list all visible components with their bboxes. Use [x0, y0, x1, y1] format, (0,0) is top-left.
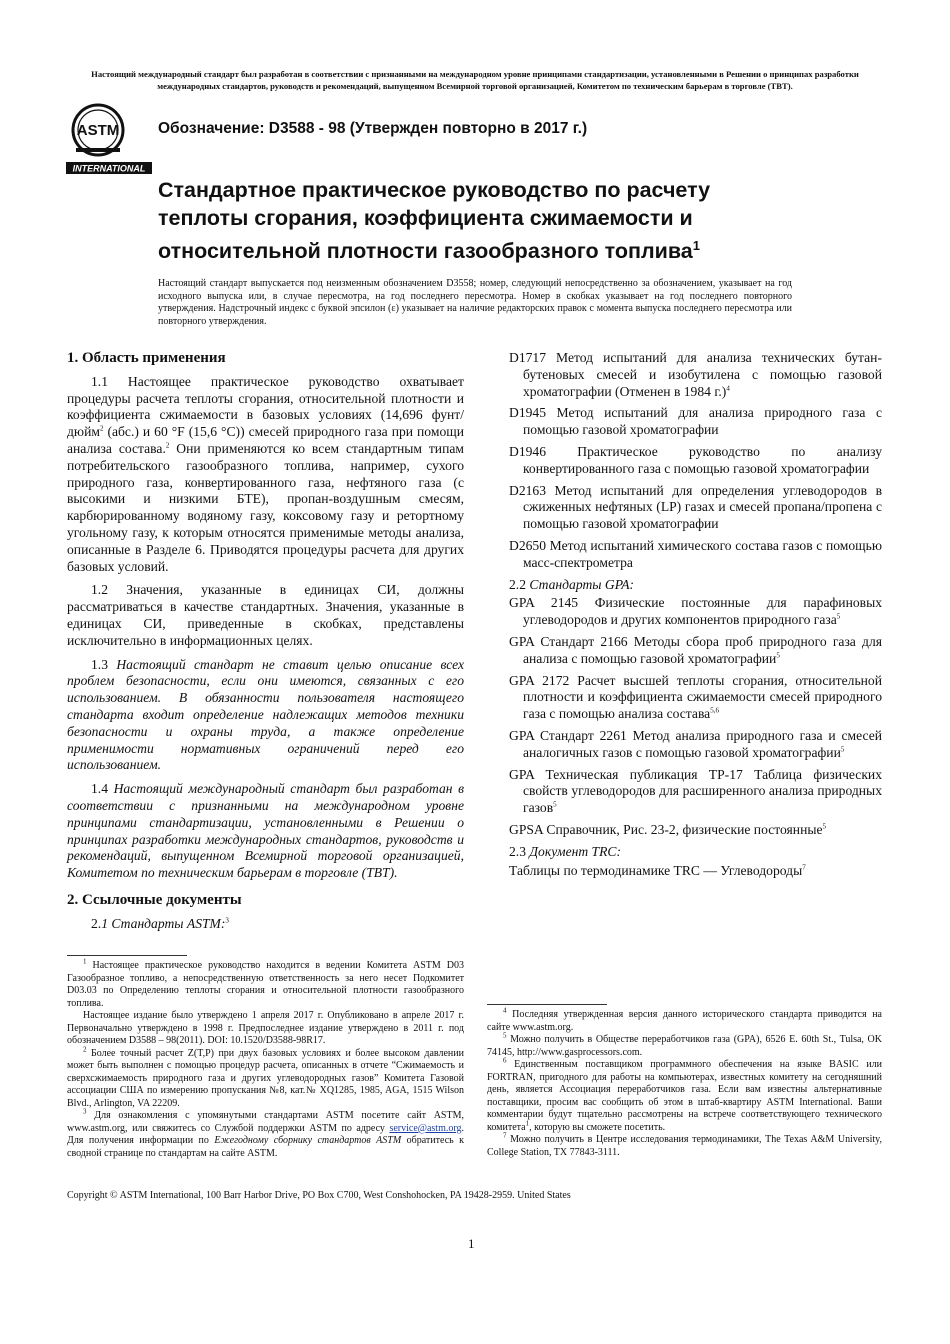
reference-item: GPA Стандарт 2166 Методы сбора проб природного газа для анализа с помощью газовой хроматографии$^5$ [509, 633, 882, 666]
paragraph-1-3: 1.3 Настоящий стандарт не ставит целью описание всех проблем безопасности, если они имеются, связанных с его использованием. В обязанности пользователя настоящего стандарта входит определение надлежащих методов техники безопасности и охраны труда, а также определение применимости нормативных ограничений перед его использованием. [67, 656, 464, 773]
footnote-rule [67, 955, 187, 956]
reference-item: D2650 Метод испытаний химического состава газов с помощью масс-спектрометра [509, 537, 882, 570]
wto-notice: Настоящий международный стандарт был разработан в соответствии с признанными на международном уровне принципами стандартизации, установленными в Решении о принципах разработки международных стандартов, руководств и рекомендаций, выпущенном Всемирной торговой организацией, Комитетом по техническим барьерам в торговле (TBT). [91, 69, 859, 91]
page-number: 1 [468, 1236, 475, 1251]
designation: Обозначение: D3588 - 98 (Утвержден повторно в 2017 г.) [158, 120, 588, 137]
reference-item: GPA 2172 Расчет высшей теплоты сгорания, относительной плотности и коэффициента сжимаемости смесей природного газа с помощью анализа состава$^{5,6}$ [509, 672, 882, 722]
section-1-heading: 1. Область применения [67, 350, 226, 366]
footnote-rule [487, 1004, 607, 1005]
footnote-3: $^3$ Для ознакомления с упомянутыми стандартами ASTM посетите сайт ASTM, www.astm.org, или свяжитесь со Службой поддержки ASTM по адресу service@astm.org. Для получения информации по Ежегодному сборнику стандартов ASTM обратитесь к сводной странице по стандартам на сайте ASTM. [67, 1107, 465, 1159]
reference-item: GPA Техническая публикация TP-17 Таблица физических свойств углеводородов для расширенного анализа природных газов$^5$ [509, 766, 882, 816]
subsection-2-2: 2.2 Стандарты GPA: [509, 576, 635, 592]
paragraph-1-2: 1.2 Значения, указанные в единицах СИ, должны рассматриваться в качестве стандартных. Значения, указанные в единицах СИ, приведенные в скобках, представлены исключительно в информационных целях. [67, 582, 464, 648]
reference-item: D1945 Метод испытаний для анализа природного газа с помощью газовой хроматографии [509, 405, 882, 438]
right-column [509, 350, 882, 884]
service-email-link[interactable]: service@astm.org [389, 1122, 462, 1134]
footnote-6: $^6$ Единственным поставщиком программного обеспечения на языке BASIC или FORTRAN, пригодного для работы на компьютерах, известных комитету на сегодняшний день, является Ассоциация переработчиков газа. Если вам известны альтернативные поставщики, просим вас сообщить об этом в штаб-квартиру ASTM International. Ваши комментарии будут тщательно рассмотрены на встрече соответствующего технического комитета$^1$, которую вы сможете посетить. [487, 1056, 882, 1133]
trc-reference-list [509, 863, 882, 880]
footnote-7: $^7$ Можно получить в Центре исследования термодинамики, The Texas A&M University, College Station, TX 77843-3111. [487, 1131, 882, 1158]
footnote-1: $^1$ Настоящее практическое руководство находится в ведении Комитета ASTM D03 Газообразное топливо, а непосредственную ответственность за него несет Подкомитет D03.03 по Определению теплоты сгорания и относительной плотности газообразного топлива. [67, 957, 464, 1009]
reference-item: GPA Стандарт 2261 Метод анализа природного газа и смесей аналогичных газов с помощью газовой хроматографии$^5$ [509, 727, 882, 760]
reference-item: D2163 Метод испытаний для определения углеводородов в сжиженных нефтяных (LP) газах и смесей пропана/пропена с помощью газовой хроматографии [509, 482, 882, 532]
subsection-2-3: 2.3 Документ TRC: [509, 843, 622, 859]
footnote-5: $^5$ Можно получить в Обществе переработчиков газа (GPA), 6526 E. 60th St., Tulsa, OK 74145, http://www.gasprocessors.com. [487, 1031, 882, 1058]
footnotes-left [67, 955, 464, 1160]
reference-item: GPSA Справочник, Рис. 23-2, физические постоянные$^5$ [509, 821, 827, 837]
reference-item: D1946 Практическое руководство по анализу конвертированного газа с помощью газовой хроматографии [509, 443, 882, 476]
reference-item: D1717 Метод испытаний для анализа технических бутан-бутеновых смесей и изобутилена с помощью газовой хроматографии (Отменен в 1984 г.)$^4$ [509, 350, 882, 399]
left-column [67, 350, 464, 940]
gpa-reference-list [509, 595, 882, 838]
reference-item: GPA 2145 Физические постоянные для парафиновых углеводородов и других компонентов природного газа$^5$ [509, 595, 882, 628]
paragraph-1-4: 1.4 Настоящий международный стандарт был разработан в соответствии с признанными на международном уровне принципами стандартизации, установленными в Решении о принципах разработки международных стандартов, руководств и рекомендаций, выпущенном Всемирной торговой организацией, Комитетом по техническим барьерам в торговле (TBT). [67, 781, 464, 881]
footnote-1-edition: Настоящее издание было утверждено 1 апреля 2017 г. Опубликовано в апреле 2017 г. Первоначально утверждено в 1998 г. Предпоследнее издание утверждено в 2011 г. под обозначением D3588 – 98(2011). DOI: 10.1520/D3588-98R17. [67, 1010, 464, 1046]
copyright: Copyright © ASTM International, 100 Barr Harbor Drive, PO Box C700, West Conshohocken, PA 19428-2959. United States [67, 1190, 571, 1201]
issue-note: Настоящий стандарт выпускается под неизменным обозначением D3558; номер, следующий непосредственно за обозначением, указывает на год исходного выпуска или, в случае пересмотра, на год последнего пересмотра. Номер в скобках указывает на год последнего повторного утверждения. Надстрочный индекс с буквой эпсилон (ε) указывает на наличие редакторских правок с момента выпуска последнего пересмотра или повторного утверждения. [158, 278, 792, 327]
astm-logo [66, 100, 152, 176]
footnote-4: $^4$ Последняя утвержденная версия данного исторического стандарта приводится на сайте www.astm.org. [487, 1006, 882, 1033]
document-title: Стандартное практическое руководство по расчету теплоты сгорания, коэффициента сжимаемости и относительной плотности газообразного топлива$^1$ [158, 178, 711, 264]
svg-text:INTERNATIONAL: INTERNATIONAL [72, 163, 146, 174]
reference-item: Таблицы по термодинамике TRC — Углеводороды$^7$ [509, 862, 806, 878]
paragraph-1-1: 1.1 Настоящее практическое руководство охватывает процедуры расчета теплоты сгорания, относительной плотности и коэффициента сжимаемости в базовых условиях (14,696 фунт/дюйм$^2$ (абс.) и 60 °F (15,6 °C)) смесей природного газа при помощи анализа состава.$^2$ Они применяются ко всем стандартным типам потребительского газообразного топлива, например, сухого природного газа, конвертированного газа, нефтяного газа (с высокими и низкими БТЕ), пропан-воздушным смесям, карбюрированному водяному газу, коксовому газу и ретортному угольному газу, к которым относятся применимые методы анализа, описанные в Разделе 6. Приводятся процедуры расчета для других базовых условий. [67, 373, 464, 574]
footnote-2: $^2$ Более точный расчет Z(T,P) при двух базовых условиях и более высоком давлении может быть выполнен с помощью процедур расчета, описанных в отчете “Сжимаемость и сверхсжимаемость природного газа и других углеводородных газов” Комитета Газовой ассоциации США по измерению пропускания №8, кат.№ XQ1285, 1985, AGA, 1515 Wilson Blvd., Arlington, VA 22209. [67, 1045, 464, 1109]
svg-text:ASTM: ASTM [76, 122, 120, 139]
astm-reference-list [509, 350, 882, 572]
section-2-heading: 2. Ссылочные документы [67, 891, 242, 908]
subsection-2-1: 2.1 Стандарты ASTM:$^3$ [91, 915, 229, 931]
footnotes-right [487, 1004, 882, 1159]
